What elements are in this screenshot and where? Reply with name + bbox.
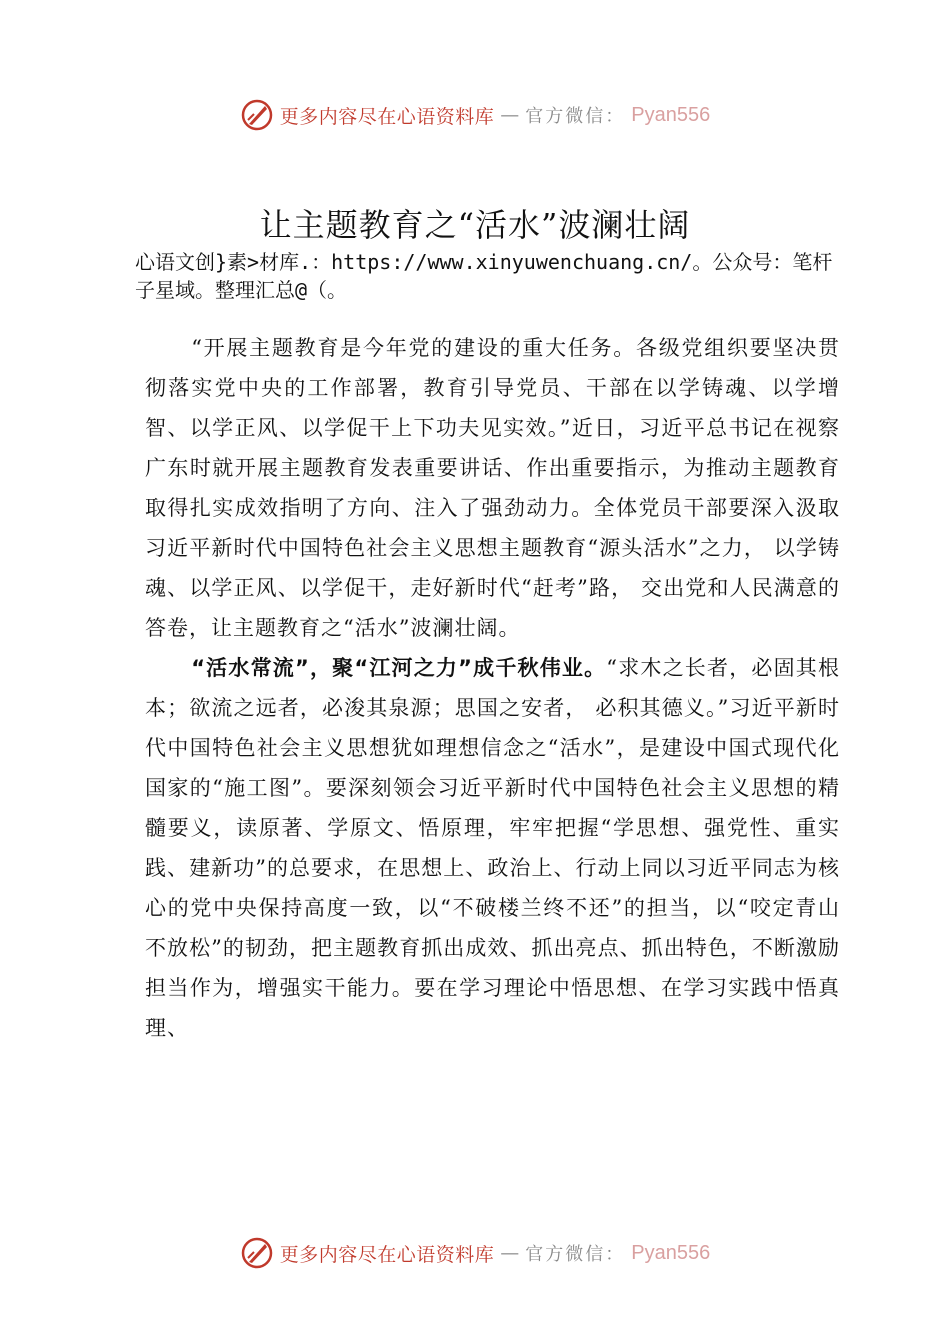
watermark-wechat-label: 官方微信： bbox=[525, 1244, 626, 1265]
watermark-text: 更多内容尽在心语资料库 bbox=[279, 1243, 495, 1266]
paragraph-2-body: “求木之长者，必固其根本；欲流之远者，必浚其泉源；思国之安者， 必积其德义。”习近平新时代中国特色社会主义思想犹如理想信念之“活水”，是建设中国式现代化国家的“施工图”。要深刻领会习近平新时代中国特色社会主义思想的精髓要义，读原著、学原文、悟原理，牢牢把握“学思想、强党性、重实践、建新功”的总要求，在思想上、政治上、行动上同以习近平同志为核心的党中央保持高度一致，以“不破楼兰终不还”的担当，以“咬定青山不放松”的韧劲，把主题教育抓出成效、抓出亮点、抓出特色，不断激励担当作为，增强实干能力。要在学习理论中悟思想、在学习实践中悟真理、 bbox=[145, 656, 840, 1040]
paragraph-1: “开展主题教育是今年党的建设的重大任务。各级党组织要坚决贯彻落实党中央的工作部署，教育引导党员、干部在以学铸魂、以学增智、以学正风、以学促干上下功夫见实效。”近日，习近平总书记在视察广东时就开展主题教育发表重要讲话、作出重要指示，为推动主题教育取得扎实成效指明了方向、注入了强劲动力。全体党员干部要深入汲取习近平新时代中国特色社会主义思想主题教育“源头活水”之力， 以学铸魂、以学正风、以学促干，走好新时代“赶考”路， 交出党和人民满意的答卷，让主题教育之“活水”波澜壮阔。 bbox=[145, 336, 840, 640]
watermark-separator: — bbox=[500, 1242, 520, 1264]
header-watermark bbox=[0, 95, 950, 135]
watermark-wechat-id: Pyan556 bbox=[631, 103, 711, 126]
feather-pen-seal-icon bbox=[240, 1236, 274, 1270]
document-body bbox=[145, 328, 840, 1048]
watermark-wechat-id: Pyan556 bbox=[631, 1241, 711, 1264]
paragraph-2 bbox=[145, 648, 840, 1048]
watermark-wechat-label: 官方微信： bbox=[525, 106, 626, 127]
watermark-separator: — bbox=[500, 104, 520, 126]
watermark-text: 更多内容尽在心语资料库 bbox=[279, 105, 495, 128]
source-line: 心语文创}素>材库.：https://www.xinyuwenchuang.cn/。公众号：笔杆子星域。整理汇总@（。 bbox=[135, 250, 833, 302]
paragraph-2-lead: “活水常流”，聚“江河之力”成千秋伟业。 bbox=[191, 656, 607, 680]
feather-pen-seal-icon bbox=[240, 98, 274, 132]
document-title: 让主题教育之“活水”波澜壮阔 bbox=[259, 206, 691, 244]
footer-watermark bbox=[0, 1233, 950, 1273]
